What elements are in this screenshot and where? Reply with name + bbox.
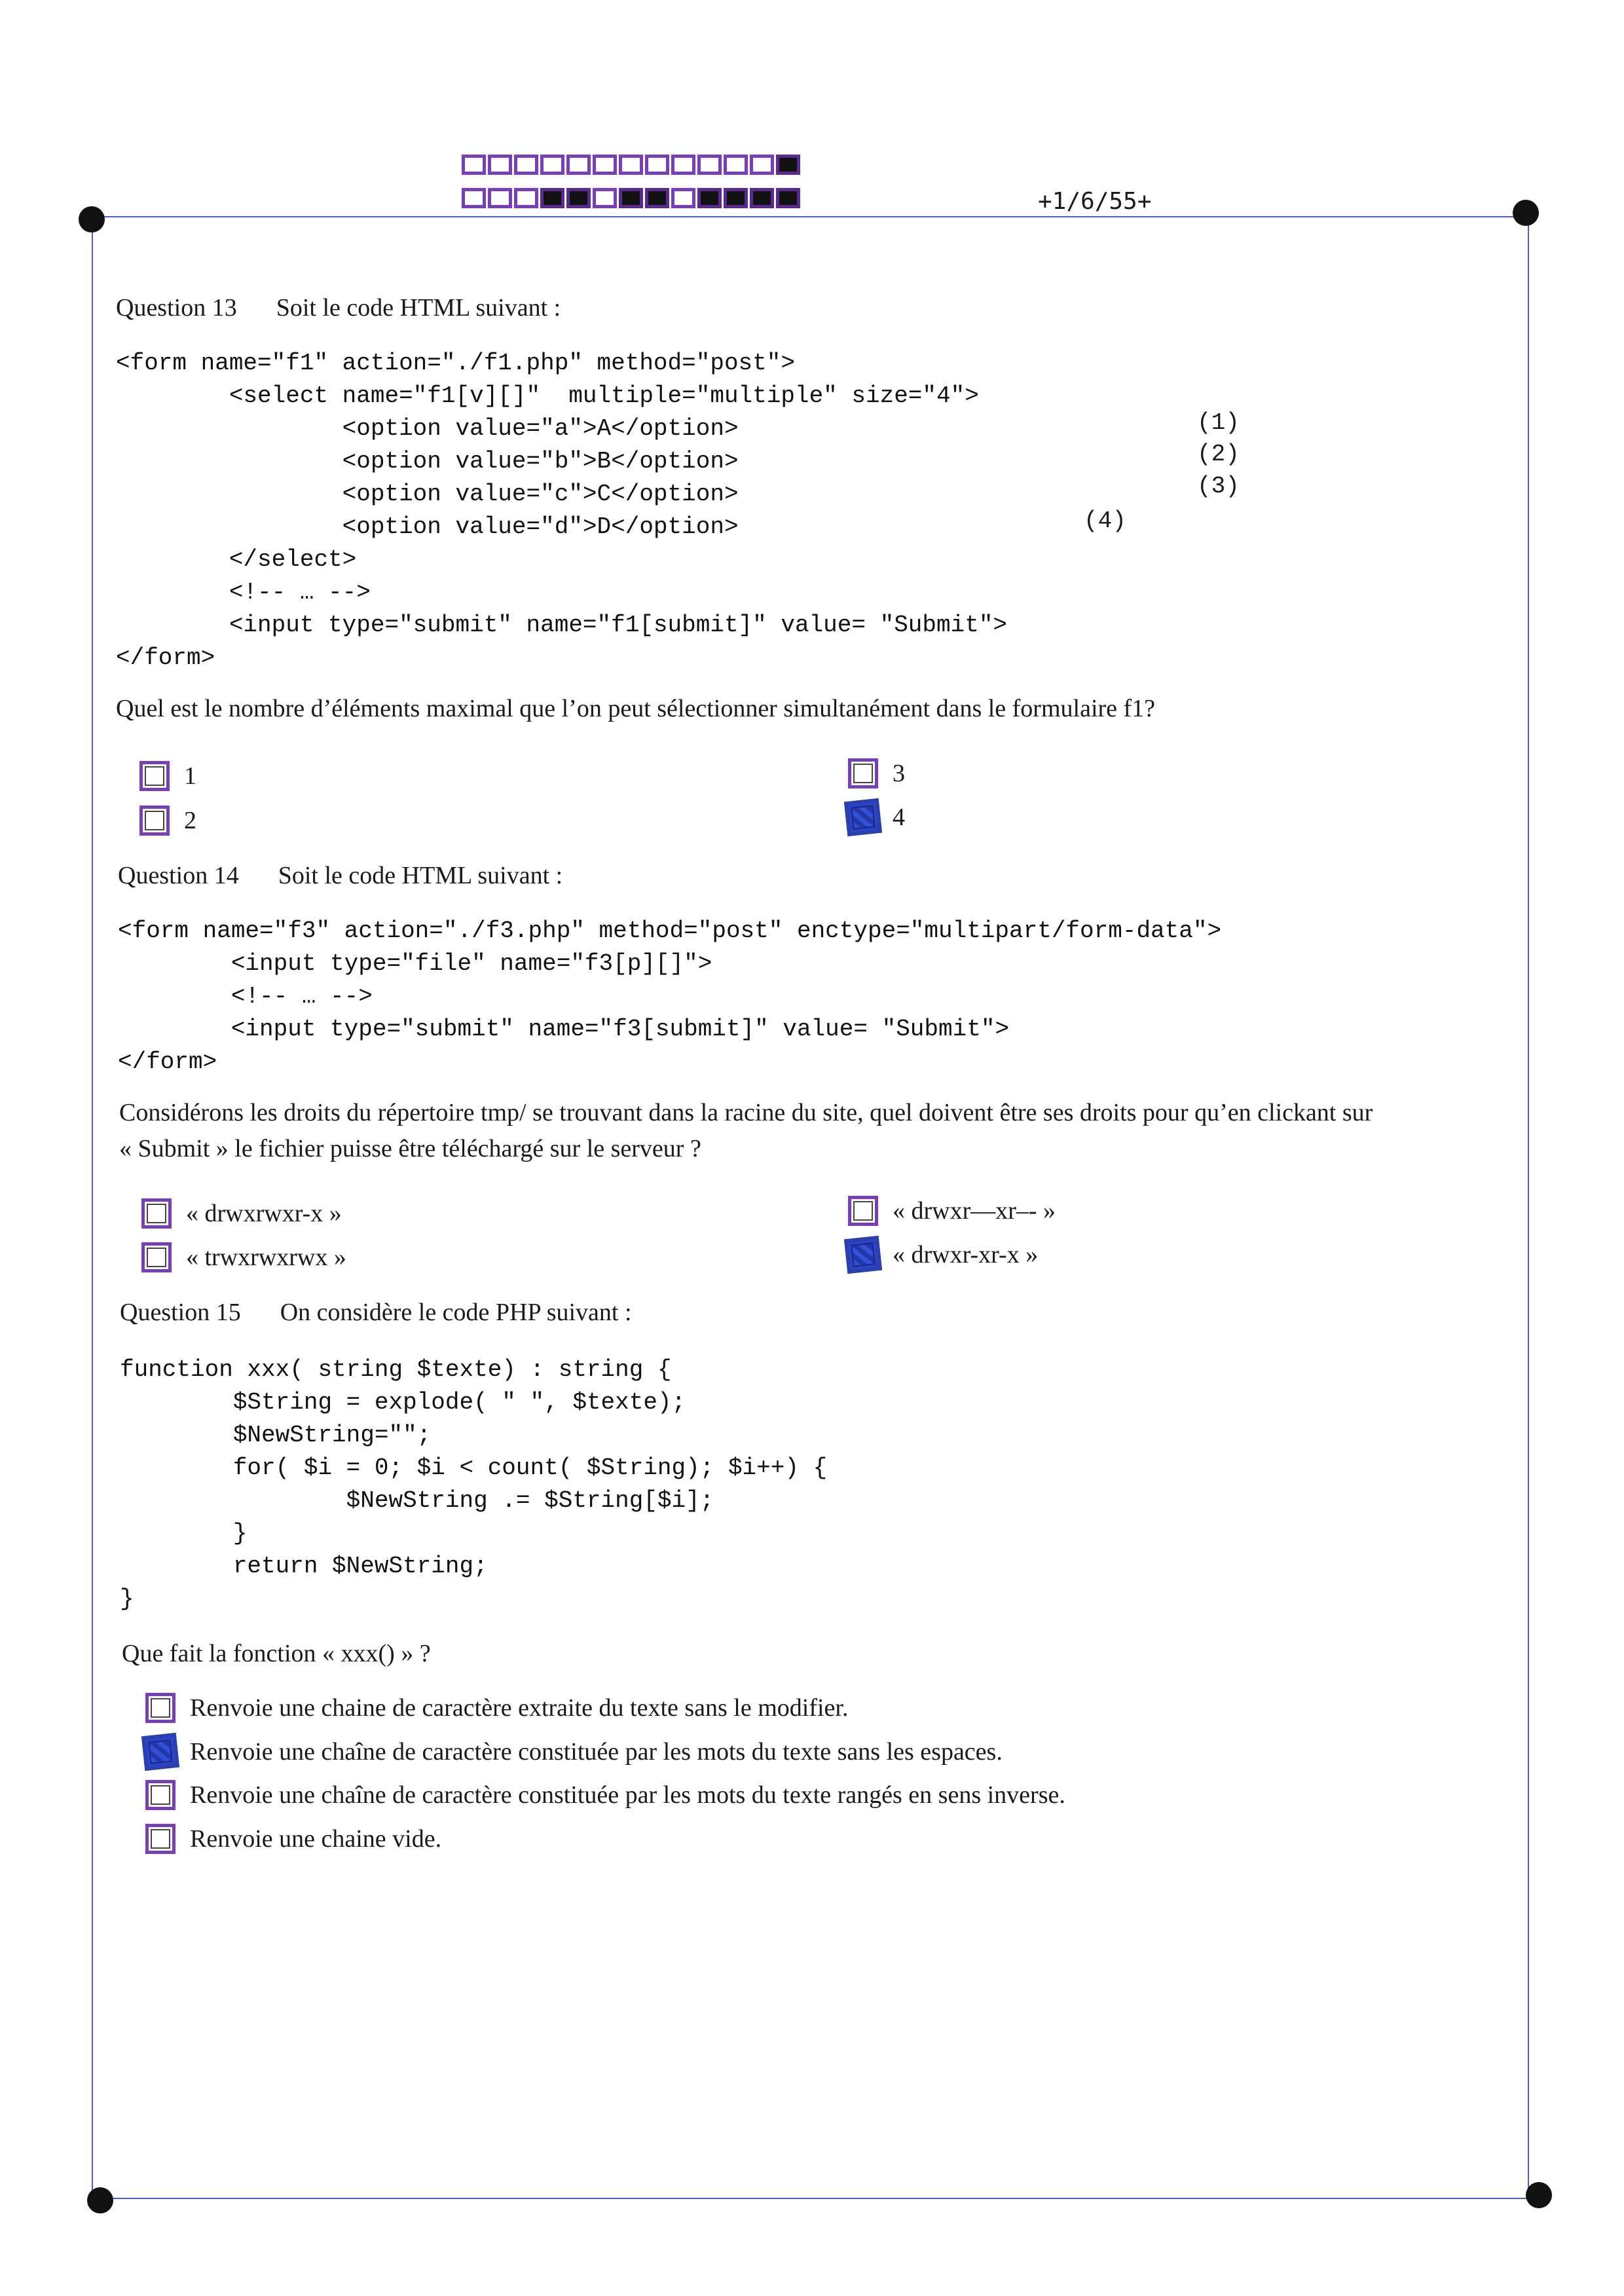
checkbox-checked[interactable] bbox=[141, 1733, 179, 1771]
code-line: $String = explode( " ", $texte); bbox=[120, 1389, 686, 1416]
code-line: <!-- … --> bbox=[118, 983, 373, 1010]
answer-option-q15-2[interactable] bbox=[145, 1737, 1003, 1767]
option-label: 1 bbox=[184, 762, 196, 790]
question-number: Question 15 bbox=[120, 1299, 241, 1326]
checkbox[interactable] bbox=[141, 1198, 172, 1229]
id-cell-empty bbox=[619, 155, 643, 175]
id-cell-empty bbox=[488, 188, 512, 208]
id-cell-filled bbox=[776, 188, 800, 208]
line-tag-3: (3) bbox=[1197, 473, 1240, 500]
code-line: $NewString .= $String[$i]; bbox=[120, 1487, 714, 1514]
checkbox[interactable] bbox=[139, 805, 170, 836]
id-cell-filled bbox=[776, 155, 800, 175]
code-line: <!-- … --> bbox=[116, 579, 371, 606]
frame-right bbox=[1528, 216, 1529, 2197]
id-cell-filled bbox=[697, 188, 722, 208]
question-number: Question 14 bbox=[118, 862, 239, 889]
id-code-row-top bbox=[462, 155, 802, 175]
code-line: <option value="a">A</option> bbox=[116, 415, 739, 442]
checkbox[interactable] bbox=[145, 1693, 175, 1723]
answer-option-q15-1[interactable] bbox=[145, 1693, 848, 1723]
frame-top bbox=[92, 216, 1529, 217]
code-line: </form> bbox=[116, 644, 215, 671]
answer-option-q15-4[interactable] bbox=[145, 1824, 441, 1854]
id-cell-filled bbox=[619, 188, 643, 208]
page-code: +1/6/55+ bbox=[1038, 188, 1152, 215]
id-cell-filled bbox=[566, 188, 591, 208]
id-cell-empty bbox=[540, 155, 564, 175]
question-13-prompt: Quel est le nombre d’éléments maximal que l’on peut sélectionner simultanément dans le formulaire f1? bbox=[116, 695, 1156, 722]
code-line: $NewString=""; bbox=[120, 1422, 432, 1449]
code-line: <form name="f1" action="./f1.php" method="post"> bbox=[116, 350, 795, 377]
answer-option-q14-3[interactable] bbox=[848, 1196, 1056, 1226]
option-label: Renvoie une chaîne de caractère constituée par les mots du texte sans les espaces. bbox=[190, 1738, 1003, 1766]
corner-mark-top-right bbox=[1513, 200, 1539, 226]
id-cell-filled bbox=[645, 188, 669, 208]
id-cell-empty bbox=[462, 188, 486, 208]
answer-option-q14-4[interactable] bbox=[848, 1240, 1038, 1270]
option-label: Renvoie une chaîne de caractère constituée par les mots du texte rangés en sens inverse. bbox=[190, 1781, 1065, 1809]
option-label: « drwxr-xr-x » bbox=[893, 1241, 1039, 1268]
id-cell-empty bbox=[462, 155, 486, 175]
answer-option-q14-2[interactable] bbox=[141, 1242, 346, 1272]
code-line: <input type="submit" name="f3[submit]" value= "Submit"> bbox=[118, 1016, 1010, 1043]
code-line: <input type="submit" name="f1[submit]" value= "Submit"> bbox=[116, 612, 1008, 639]
id-code-row-bottom bbox=[462, 188, 802, 208]
question-13-header bbox=[116, 293, 561, 322]
option-label: Renvoie une chaine de caractère extraite du texte sans le modifier. bbox=[190, 1694, 849, 1722]
code-line: <select name="f1[v][]" multiple="multiple" size="4"> bbox=[116, 382, 979, 409]
answer-option-q13-1[interactable] bbox=[139, 761, 196, 791]
answer-option-q13-3[interactable] bbox=[848, 758, 905, 788]
checkbox-checked[interactable] bbox=[844, 1236, 882, 1274]
option-label: Renvoie une chaine vide. bbox=[190, 1825, 442, 1853]
option-label: 2 bbox=[184, 807, 196, 834]
question-title: On considère le code PHP suivant : bbox=[280, 1299, 632, 1326]
corner-mark-bottom-right bbox=[1526, 2182, 1552, 2208]
id-cell-empty bbox=[697, 155, 722, 175]
id-cell-empty bbox=[671, 188, 695, 208]
code-line: </select> bbox=[116, 546, 357, 573]
id-cell-filled bbox=[540, 188, 564, 208]
option-label: « drwxr—xr–- » bbox=[893, 1197, 1056, 1225]
option-label: « trwxrwxrwx » bbox=[186, 1244, 346, 1271]
code-line: for( $i = 0; $i < count( $String); $i++) { bbox=[120, 1454, 828, 1481]
id-cell-filled bbox=[750, 188, 774, 208]
code-line: <form name="f3" action="./f3.php" method="post" enctype="multipart/form-data"> bbox=[118, 917, 1222, 944]
question-title: Soit le code HTML suivant : bbox=[278, 862, 563, 889]
code-block-q15 bbox=[120, 1354, 827, 1616]
question-number: Question 13 bbox=[116, 294, 237, 322]
checkbox[interactable] bbox=[141, 1242, 172, 1272]
option-label: 4 bbox=[893, 804, 905, 831]
answer-option-q13-2[interactable] bbox=[139, 805, 196, 836]
answer-option-q13-4[interactable] bbox=[848, 802, 905, 832]
corner-mark-bottom-left bbox=[87, 2187, 113, 2213]
code-line: <input type="file" name="f3[p][]"> bbox=[118, 950, 712, 977]
code-block-q13 bbox=[116, 347, 1007, 675]
code-line: <option value="b">B</option> bbox=[116, 448, 739, 475]
question-15-header bbox=[120, 1298, 632, 1327]
id-cell-empty bbox=[514, 155, 538, 175]
id-cell-empty bbox=[671, 155, 695, 175]
frame-bottom bbox=[98, 2198, 1532, 2199]
answer-option-q15-3[interactable] bbox=[145, 1780, 1065, 1810]
checkbox[interactable] bbox=[139, 761, 170, 791]
id-cell-empty bbox=[750, 155, 774, 175]
checkbox[interactable] bbox=[848, 1196, 878, 1226]
question-14-prompt-line-1: Considérons les droits du répertoire tmp/ se trouvant dans la racine du site, quel doivent être ses droits pour qu’en clickant sur bbox=[119, 1099, 1373, 1126]
corner-mark-top-left bbox=[79, 206, 105, 232]
checkbox[interactable] bbox=[145, 1780, 175, 1810]
id-cell-empty bbox=[488, 155, 512, 175]
line-tag-2: (2) bbox=[1197, 441, 1240, 468]
answer-option-q14-1[interactable] bbox=[141, 1198, 342, 1229]
code-line: </form> bbox=[118, 1048, 217, 1075]
question-15-prompt: Que fait la fonction « xxx() » ? bbox=[122, 1640, 431, 1667]
option-label: 3 bbox=[893, 760, 905, 787]
code-block-q14 bbox=[118, 915, 1221, 1079]
frame-left bbox=[92, 216, 93, 2200]
checkbox-checked[interactable] bbox=[844, 798, 882, 836]
code-line: function xxx( string $texte) : string { bbox=[120, 1356, 672, 1383]
id-cell-empty bbox=[724, 155, 748, 175]
line-tag-4: (4) bbox=[1084, 508, 1126, 534]
code-line: <option value="c">C</option> bbox=[116, 481, 739, 508]
id-cell-empty bbox=[566, 155, 591, 175]
line-tag-1: (1) bbox=[1197, 409, 1240, 436]
id-cell-filled bbox=[724, 188, 748, 208]
code-line: return $NewString; bbox=[120, 1553, 488, 1580]
question-14-prompt-line-2: « Submit » le fichier puisse être téléchargé sur le serveur ? bbox=[119, 1135, 701, 1162]
checkbox[interactable] bbox=[848, 758, 878, 788]
code-line: } bbox=[120, 1585, 134, 1612]
checkbox[interactable] bbox=[145, 1824, 175, 1854]
question-title: Soit le code HTML suivant : bbox=[276, 294, 561, 322]
question-14-header bbox=[118, 861, 563, 890]
id-cell-empty bbox=[593, 188, 617, 208]
id-cell-empty bbox=[645, 155, 669, 175]
option-label: « drwxrwxr-x » bbox=[186, 1200, 342, 1227]
id-cell-empty bbox=[593, 155, 617, 175]
id-cell-empty bbox=[514, 188, 538, 208]
code-line: <option value="d">D</option> bbox=[116, 513, 739, 540]
code-line: } bbox=[120, 1520, 248, 1547]
